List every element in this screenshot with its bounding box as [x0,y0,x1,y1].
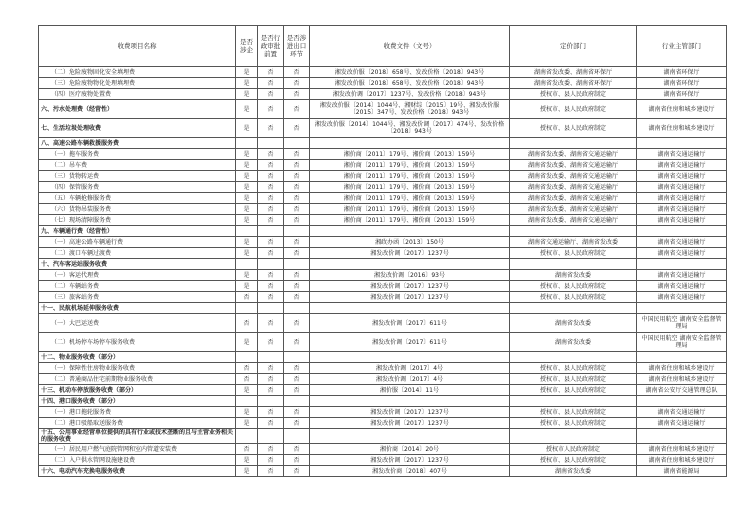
involve-enterprise-cell: 是 [236,281,258,292]
competent-dept-cell: 湖南省环保厅 [637,78,727,89]
competent-dept-cell: 湖南省能源局 [637,466,727,477]
involve-enterprise-cell: 是 [236,248,258,259]
involve-enterprise-cell: 是 [236,237,258,248]
document-cell: 湘价商〔2014〕20号 [310,444,510,455]
import-export-cell: 否 [284,171,310,182]
involve-enterprise-cell: 是 [236,149,258,160]
import-export-cell [284,303,310,314]
section-row [39,396,727,407]
involve-enterprise-cell: 是 [236,215,258,226]
table-row [39,455,727,466]
competent-dept-cell: 中国民用航空 湖南安全监督管理局 [637,314,727,333]
fee-name-cell: （三）货物转运费 [39,171,236,182]
involve-enterprise-cell: 是 [236,160,258,171]
fee-name-cell: 十五、公用事业经营单位提供的具有行业或技术垄断的且与主营业务相关的服务收费 [39,429,236,444]
competent-dept-cell: 湖南省交通运输厅 [637,204,727,215]
involve-enterprise-cell: 是 [236,193,258,204]
competent-dept-cell [637,226,727,237]
pricing-dept-cell [510,396,637,407]
import-export-cell: 否 [284,466,310,477]
table-row [39,333,727,352]
pricing-dept-cell: 湖南省交通运输厅、湖南省发改委 [510,237,637,248]
import-export-cell: 否 [284,363,310,374]
table-row [39,193,727,204]
admin-approval-cell: 否 [258,292,284,303]
pricing-dept-cell: 授权市、县人民政府制定 [510,385,637,396]
fee-name-cell: （二）危险废物固化安全填埋费 [39,67,236,78]
table-row [39,248,727,259]
admin-approval-cell: 否 [258,270,284,281]
fee-name-cell: （二）机场停车场停车服务收费 [39,333,236,352]
fee-name-cell: （一）居民用户燃气庭院管网和室内管道安装费 [39,444,236,455]
table-row [39,314,727,333]
involve-enterprise-cell: 是 [236,119,258,138]
involve-enterprise-cell: 是 [236,270,258,281]
fee-name-cell: （一）港口拖轮服务费 [39,407,236,418]
import-export-cell: 否 [284,455,310,466]
admin-approval-cell: 否 [258,67,284,78]
document-cell: 湘发改价调〔2017〕1237号 [310,455,510,466]
document-cell [310,352,510,363]
header-row [39,26,727,67]
pricing-dept-cell: 湖南省发改委、湖南省交通运输厅 [510,182,637,193]
admin-approval-cell: 否 [258,314,284,333]
table-row [39,67,727,78]
document-cell: 湘发改价调〔2017〕4号 [310,374,510,385]
fee-name-cell: （二）吊车费 [39,160,236,171]
import-export-cell: 否 [284,215,310,226]
document-cell: 湘价服〔2014〕11号 [310,385,510,396]
competent-dept-cell: 湖南省交通运输厅 [637,193,727,204]
fee-name-cell: （一）保障性住房物业服务收费 [39,363,236,374]
competent-dept-cell: 中国民用航空 湖南安全监督管理局 [637,333,727,352]
pricing-dept-cell: 湖南省发改委、湖南省交通运输厅 [510,215,637,226]
import-export-cell [284,226,310,237]
fee-name-cell: 九、车辆通行费（经营性） [39,226,236,237]
competent-dept-cell: 湖南省交通运输厅 [637,248,727,259]
section-row [39,303,727,314]
admin-approval-cell: 否 [258,160,284,171]
document-cell: 湘发改价调〔2017〕611号 [310,333,510,352]
table-row [39,270,727,281]
involve-enterprise-cell: 否 [236,444,258,455]
import-export-cell [284,429,310,444]
table-row [39,363,727,374]
table-row [39,171,727,182]
document-cell: 湘发改价服〔2014〕1044号、湘发改价调〔2017〕474号、发改价格〔2018〕943号 [310,119,510,138]
import-export-cell [284,352,310,363]
admin-approval-cell [258,352,284,363]
import-export-cell: 否 [284,418,310,429]
competent-dept-cell: 湖南省交通运输厅 [637,270,727,281]
table-row [39,407,727,418]
competent-dept-cell: 湖南省交通运输厅 [637,407,727,418]
document-cell: 湘价商〔2011〕179号、湘价商〔2013〕159号 [310,215,510,226]
document-cell [310,138,510,149]
table-row [39,182,727,193]
pricing-dept-cell: 湖南省发改委、湖南省交通运输厅 [510,193,637,204]
document-cell: 湘发改价调〔2016〕93号 [310,270,510,281]
fee-name-cell: （三）旅客站务费 [39,292,236,303]
import-export-cell [284,396,310,407]
import-export-cell: 否 [284,67,310,78]
competent-dept-cell [637,429,727,444]
competent-dept-cell: 湖南省公安厅交通管理总队 [637,385,727,396]
section-row [39,352,727,363]
import-export-cell: 否 [284,281,310,292]
import-export-cell: 否 [284,444,310,455]
pricing-dept-cell: 授权市人民政府制定 [510,444,637,455]
involve-enterprise-cell: 是 [236,89,258,100]
admin-approval-cell: 否 [258,385,284,396]
fee-name-cell: （五）车辆抢修服务费 [39,193,236,204]
import-export-cell: 否 [284,204,310,215]
competent-dept-cell [637,259,727,270]
admin-approval-cell: 否 [258,78,284,89]
fee-name-cell: 十一、民航机场延伸服务收费 [39,303,236,314]
pricing-dept-cell: 湖南省发改委 [510,314,637,333]
involve-enterprise-cell: 否 [236,292,258,303]
involve-enterprise-cell [236,352,258,363]
involve-enterprise-cell: 是 [236,455,258,466]
admin-approval-cell: 否 [258,466,284,477]
involve-enterprise-cell: 是 [236,171,258,182]
involve-enterprise-cell [236,429,258,444]
involve-enterprise-cell [236,226,258,237]
document-cell: 湘发改价调〔2017〕4号 [310,363,510,374]
fee-name-cell: 六、污水处理费（经营性） [39,100,236,119]
pricing-dept-cell: 授权市、县人民政府制定 [510,281,637,292]
fee-name-cell: 八、高速公路车辆救援服务费 [39,138,236,149]
table-row [39,237,727,248]
document-cell [310,429,510,444]
involve-enterprise-cell: 是 [236,407,258,418]
section-row [39,259,727,270]
fee-name-cell: 十、汽车客运站服务收费 [39,259,236,270]
involve-enterprise-cell: 是 [236,100,258,119]
involve-enterprise-cell: 否 [236,374,258,385]
involve-enterprise-cell [236,303,258,314]
import-export-cell: 否 [284,182,310,193]
document-cell: 湘发改价调〔2017〕1237号 [310,407,510,418]
competent-dept-cell: 湖南省交通运输厅 [637,171,727,182]
fee-name-cell: 十四、港口服务收费（部分） [39,396,236,407]
admin-approval-cell [258,138,284,149]
involve-enterprise-cell: 是 [236,182,258,193]
fee-name-cell: （二）车辆站务费 [39,281,236,292]
fee-name-cell: （一）客运代理费 [39,270,236,281]
fee-table [38,25,727,477]
pricing-dept-cell: 授权市、县人民政府制定 [510,374,637,385]
section-row [39,385,727,396]
fee-name-cell: （七）现场清障服务费 [39,215,236,226]
pricing-dept-cell: 授权市、县人民政府制定 [510,119,637,138]
table-row [39,204,727,215]
admin-approval-cell: 否 [258,171,284,182]
admin-approval-cell: 否 [258,204,284,215]
competent-dept-cell: 湖南省住房和城乡建设厅 [637,100,727,119]
section-row [39,100,727,119]
competent-dept-cell: 湖南省交通运输厅 [637,292,727,303]
import-export-cell: 否 [284,119,310,138]
admin-approval-cell: 否 [258,89,284,100]
import-export-cell: 否 [284,248,310,259]
import-export-cell: 否 [284,314,310,333]
document-cell [310,303,510,314]
table-row [39,78,727,89]
involve-enterprise-cell: 是 [236,78,258,89]
import-export-cell: 否 [284,160,310,171]
competent-dept-cell [637,396,727,407]
header-name: 收费项目名称 [39,26,236,67]
table-row [39,160,727,171]
competent-dept-cell: 湖南省住房和城乡建设厅 [637,444,727,455]
import-export-cell: 否 [284,149,310,160]
admin-approval-cell: 否 [258,149,284,160]
admin-approval-cell [258,396,284,407]
document-cell: 湘发改价调〔2017〕1237号 [310,248,510,259]
header-pricing-dept: 定价部门 [510,26,637,67]
admin-approval-cell: 否 [258,455,284,466]
pricing-dept-cell: 湖南省发改委 [510,270,637,281]
document-cell: 湘价商〔2011〕179号、湘价商〔2013〕159号 [310,204,510,215]
involve-enterprise-cell: 否 [236,363,258,374]
import-export-cell: 否 [284,270,310,281]
competent-dept-cell: 湖南省住房和城乡建设厅 [637,455,727,466]
section-row [39,226,727,237]
pricing-dept-cell: 授权市、县人民政府制定 [510,455,637,466]
document-cell [310,396,510,407]
fee-table-body [39,67,727,477]
pricing-dept-cell: 湖南省发改委、湖南省环保厅 [510,78,637,89]
document-cell: 湘价商〔2011〕179号、湘价商〔2013〕159号 [310,182,510,193]
document-cell: 湘发改价服〔2014〕1044号、湘财综〔2015〕19号、湘发改价服〔2015〕347号、发改价格〔2018〕943号 [310,100,510,119]
fee-name-cell: （一）高速公路车辆通行费 [39,237,236,248]
fee-name-cell: （四）保管服务费 [39,182,236,193]
fee-name-cell: 十六、电动汽车充换电服务收费 [39,466,236,477]
header-admin-approval: 是否行政审批前置 [258,26,284,67]
fee-name-cell: （二）港口驳船取送服务费 [39,418,236,429]
admin-approval-cell: 否 [258,182,284,193]
section-row [39,466,727,477]
competent-dept-cell [637,303,727,314]
competent-dept-cell: 湖南省交通运输厅 [637,215,727,226]
document-cell: 湘发改价商〔2018〕407号 [310,466,510,477]
import-export-cell [284,138,310,149]
pricing-dept-cell: 授权市、县人民政府制定 [510,363,637,374]
document-cell: 湘发改价调〔2017〕1237号 [310,418,510,429]
admin-approval-cell: 否 [258,374,284,385]
admin-approval-cell: 否 [258,248,284,259]
fee-name-cell: （三）危险废物物化处理填埋费 [39,78,236,89]
competent-dept-cell: 湖南省住房和城乡建设厅 [637,119,727,138]
competent-dept-cell: 湖南省交通运输厅 [637,237,727,248]
fee-name-cell: （二）渡口车辆过渡费 [39,248,236,259]
admin-approval-cell [258,226,284,237]
involve-enterprise-cell: 是 [236,466,258,477]
pricing-dept-cell: 授权市、县人民政府制定 [510,407,637,418]
fee-list-sheet [38,25,726,477]
pricing-dept-cell [510,138,637,149]
pricing-dept-cell [510,303,637,314]
table-row [39,292,727,303]
table-row [39,215,727,226]
import-export-cell: 否 [284,89,310,100]
admin-approval-cell: 否 [258,100,284,119]
pricing-dept-cell [510,259,637,270]
competent-dept-cell: 湖南省交通运输厅 [637,182,727,193]
document-cell: 湘发改价调〔2017〕1237号 [310,292,510,303]
document-cell: 湘发改价调〔2017〕1237号 [310,281,510,292]
competent-dept-cell: 湖南省交通运输厅 [637,281,727,292]
admin-approval-cell: 否 [258,237,284,248]
import-export-cell: 否 [284,237,310,248]
document-cell: 湘发改价调〔2017〕611号 [310,314,510,333]
table-row [39,444,727,455]
import-export-cell: 否 [284,385,310,396]
pricing-dept-cell: 湖南省发改委、湖南省交通运输厅 [510,149,637,160]
competent-dept-cell [637,352,727,363]
import-export-cell: 否 [284,78,310,89]
admin-approval-cell: 否 [258,407,284,418]
competent-dept-cell: 湖南省交通运输厅 [637,418,727,429]
header-competent-dept: 行业主管部门 [637,26,727,67]
document-cell [310,259,510,270]
admin-approval-cell: 否 [258,281,284,292]
table-row [39,418,727,429]
document-cell: 湘价商〔2011〕179号、湘价商〔2013〕159号 [310,149,510,160]
fee-name-cell: 七、生活垃圾处理收费 [39,119,236,138]
section-row [39,119,727,138]
pricing-dept-cell: 湖南省发改委、湖南省交通运输厅 [510,160,637,171]
competent-dept-cell: 湖南省环保厅 [637,67,727,78]
table-row [39,281,727,292]
fee-name-cell: （二）入户供水管网设施建设费 [39,455,236,466]
involve-enterprise-cell: 是 [236,204,258,215]
admin-approval-cell: 否 [258,215,284,226]
fee-name-cell: 十三、机动车停放服务收费（部分） [39,385,236,396]
header-import-export: 是否涉进出口环节 [284,26,310,67]
admin-approval-cell: 否 [258,444,284,455]
pricing-dept-cell [510,352,637,363]
import-export-cell: 否 [284,374,310,385]
competent-dept-cell: 湖南省交通运输厅 [637,160,727,171]
fee-name-cell: （四）医疗废物处置费 [39,89,236,100]
admin-approval-cell: 否 [258,119,284,138]
import-export-cell: 否 [284,292,310,303]
admin-approval-cell: 否 [258,193,284,204]
admin-approval-cell [258,303,284,314]
involve-enterprise-cell [236,259,258,270]
pricing-dept-cell: 湖南省发改委、湖南省交通运输厅 [510,204,637,215]
pricing-dept-cell: 授权市、县人民政府制定 [510,100,637,119]
header-involve-enterprise: 是否涉企 [236,26,258,67]
table-row [39,149,727,160]
fee-name-cell: （六）货物吊装服务费 [39,204,236,215]
import-export-cell [284,259,310,270]
document-cell: 湘发改价服〔2018〕658号、发改价格〔2018〕943号 [310,67,510,78]
competent-dept-cell: 湖南省交通运输厅 [637,149,727,160]
involve-enterprise-cell: 是 [236,333,258,352]
document-cell: 湘价商〔2011〕179号、湘价商〔2013〕159号 [310,171,510,182]
pricing-dept-cell: 湖南省发改委、湖南省交通运输厅 [510,171,637,182]
competent-dept-cell [637,138,727,149]
import-export-cell: 否 [284,193,310,204]
admin-approval-cell: 否 [258,418,284,429]
admin-approval-cell [258,259,284,270]
involve-enterprise-cell: 否 [236,314,258,333]
import-export-cell: 否 [284,407,310,418]
involve-enterprise-cell: 是 [236,67,258,78]
import-export-cell: 否 [284,333,310,352]
pricing-dept-cell [510,429,637,444]
pricing-dept-cell: 授权市、县人民政府制定 [510,248,637,259]
section-row [39,429,727,444]
pricing-dept-cell: 湖南省发改委 [510,333,637,352]
document-cell: 湘价商〔2011〕179号、湘价商〔2013〕159号 [310,160,510,171]
table-row [39,89,727,100]
fee-name-cell: （一）拖车服务费 [39,149,236,160]
document-cell: 湘价商〔2011〕179号、湘价商〔2013〕159号 [310,193,510,204]
document-cell [310,226,510,237]
involve-enterprise-cell: 是 [236,385,258,396]
document-cell: 湘发改价服〔2018〕658号、发改价格〔2018〕943号 [310,78,510,89]
pricing-dept-cell: 湖南省发改委 [510,466,637,477]
section-row [39,138,727,149]
pricing-dept-cell: 湖南省发改委、湖南省环保厅 [510,67,637,78]
involve-enterprise-cell [236,396,258,407]
header-document: 收费文件（文号） [310,26,510,67]
document-cell: 湘政办函〔2013〕150号 [310,237,510,248]
involve-enterprise-cell: 是 [236,418,258,429]
involve-enterprise-cell [236,138,258,149]
competent-dept-cell: 湖南省住房和城乡建设厅 [637,374,727,385]
competent-dept-cell: 湖南省环保厅 [637,89,727,100]
admin-approval-cell: 否 [258,363,284,374]
admin-approval-cell [258,429,284,444]
import-export-cell: 否 [284,100,310,119]
pricing-dept-cell: 授权市、县人民政府制定 [510,89,637,100]
pricing-dept-cell [510,226,637,237]
fee-name-cell: （二）普通商品住宅前期物业服务收费 [39,374,236,385]
pricing-dept-cell: 授权市、县人民政府制定 [510,418,637,429]
competent-dept-cell: 湖南省住房和城乡建设厅 [637,363,727,374]
pricing-dept-cell: 授权市、县人民政府制定 [510,292,637,303]
fee-name-cell: （一）大巴运送费 [39,314,236,333]
table-row [39,374,727,385]
fee-name-cell: 十二、物业服务收费（部分） [39,352,236,363]
document-cell: 湘发改价调〔2017〕1237号、发改价格〔2018〕943号 [310,89,510,100]
admin-approval-cell: 否 [258,333,284,352]
